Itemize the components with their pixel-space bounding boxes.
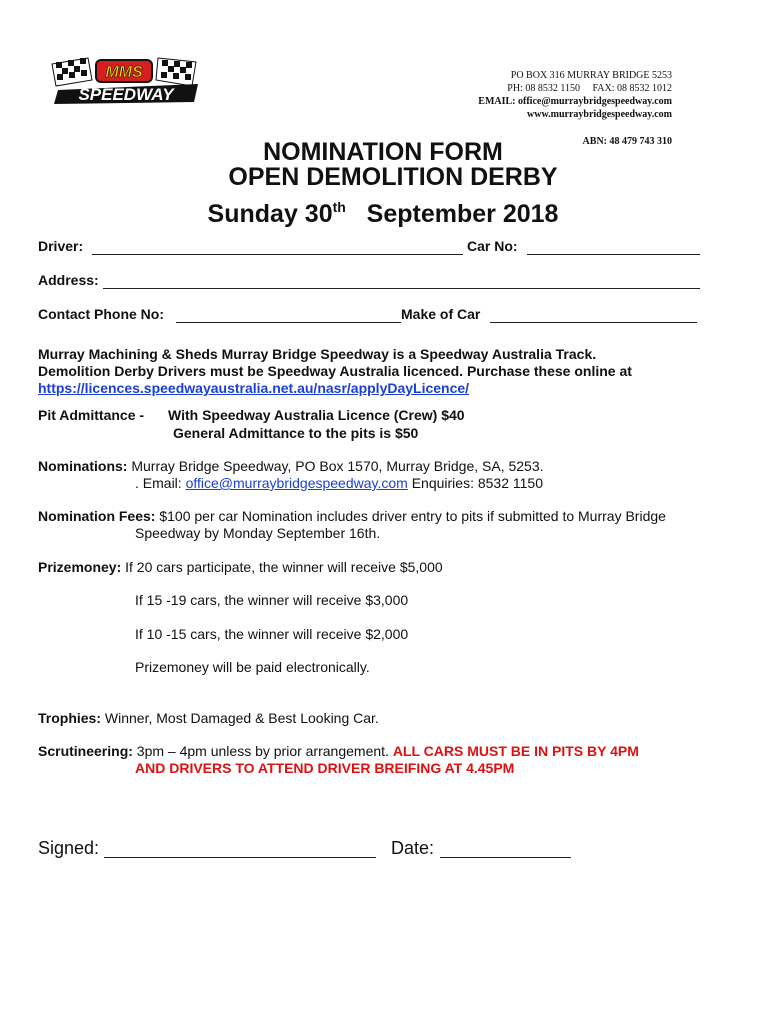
- pit-general-fee: General Admittance to the pits is $50: [173, 425, 419, 441]
- fees-label: Nomination Fees:: [38, 508, 156, 524]
- pit-licence-fee: With Speedway Australia Licence (Crew) $40: [168, 407, 465, 423]
- phone-label: Contact Phone No:: [38, 306, 164, 322]
- event-date-day: Sunday 30: [207, 200, 333, 228]
- checkered-flag-left-icon: [52, 58, 92, 86]
- date-field[interactable]: [440, 841, 571, 858]
- trophies-text: Winner, Most Damaged & Best Looking Car.: [101, 710, 379, 726]
- car-no-field[interactable]: [527, 240, 700, 255]
- driver-label: Driver:: [38, 238, 84, 254]
- speedway-logo: [48, 54, 203, 106]
- make-of-car-label: Make of Car: [401, 306, 481, 322]
- address-label: Address:: [38, 272, 99, 288]
- event-date: [0, 192, 768, 229]
- contact-address: PO BOX 316 MURRAY BRIDGE 5253: [510, 70, 672, 81]
- scrutineering-warning-2: AND DRIVERS TO ATTEND DRIVER BREIFING AT 4.45PM: [135, 760, 515, 776]
- prize-line1: [38, 558, 443, 576]
- licence-link[interactable]: https://licences.speedwayaustralia.net.au/nasr/applyDayLicence/: [38, 380, 470, 396]
- nominations-line2: [135, 474, 543, 492]
- make-of-car-field[interactable]: [490, 308, 697, 323]
- prize-payment-note: Prizemoney will be paid electronically.: [135, 659, 370, 675]
- pit-admittance-label: Pit Admittance -: [38, 407, 145, 423]
- fees-line1: [38, 507, 666, 525]
- abn-number: ABN: 48 479 743 310: [582, 136, 672, 147]
- date-label: Date:: [391, 838, 435, 858]
- prize-15-19-cars: If 15 -19 cars, the winner will receive $3,000: [135, 592, 409, 608]
- signature-field[interactable]: [104, 841, 376, 858]
- contact-phone-fax: PH: 08 8532 1150 FAX: 08 8532 1012: [507, 83, 672, 94]
- scrutineering-label: Scrutineering:: [38, 743, 133, 759]
- prize-10-15-cars: If 10 -15 cars, the winner will receive $2,000: [135, 626, 409, 642]
- event-date-suffix: th: [332, 199, 346, 215]
- contact-website: www.murraybridgespeedway.com: [527, 109, 672, 120]
- scrutineering-line1: [38, 742, 639, 760]
- phone-field[interactable]: [176, 308, 401, 323]
- nominations-line1: [38, 457, 544, 475]
- svg-text:SPEEDWAY: SPEEDWAY: [78, 85, 174, 104]
- nominations-email-link[interactable]: office@murraybridgespeedway.com: [185, 475, 408, 491]
- svg-text:MMS: MMS: [105, 64, 143, 81]
- track-info-line1: Murray Machining & Sheds Murray Bridge Speedway is a Speedway Australia Track.: [38, 346, 597, 362]
- prize-20-cars: If 20 cars participate, the winner will receive $5,000: [121, 559, 443, 575]
- fees-line2: Speedway by Monday September 16th.: [135, 525, 381, 541]
- nominations-label: Nominations:: [38, 458, 128, 474]
- scrutineering-text: 3pm – 4pm unless by prior arrangement.: [132, 743, 393, 759]
- event-date-month: September 2018: [345, 200, 559, 228]
- trophies-line: [38, 709, 379, 727]
- event-title: OPEN DEMOLITION DERBY: [228, 163, 558, 191]
- contact-email: EMAIL: office@murraybridgespeedway.com: [478, 96, 672, 107]
- driver-field[interactable]: [92, 240, 463, 255]
- car-no-label: Car No:: [467, 238, 518, 254]
- nominations-enquiries: Enquiries: 8532 1150: [407, 475, 544, 491]
- track-info-line2: Demolition Derby Drivers must be Speedway Australia licenced. Purchase these online at: [38, 363, 632, 379]
- scrutineering-warning-1: ALL CARS MUST BE IN PITS BY 4PM: [392, 743, 639, 759]
- form-title: NOMINATION FORM: [263, 138, 503, 166]
- prize-label: Prizemoney:: [38, 559, 122, 575]
- nominations-email-prefix: . Email:: [135, 475, 186, 491]
- fees-text: $100 per car Nomination includes driver entry to pits if submitted to Murray Bridge: [155, 508, 666, 524]
- signed-label: Signed:: [38, 838, 100, 858]
- nominations-address: Murray Bridge Speedway, PO Box 1570, Murray Bridge, SA, 5253.: [127, 458, 544, 474]
- trophies-label: Trophies:: [38, 710, 102, 726]
- checkered-flag-right-icon: [156, 58, 196, 86]
- address-field[interactable]: [103, 274, 700, 289]
- logo-graphic: [48, 54, 203, 106]
